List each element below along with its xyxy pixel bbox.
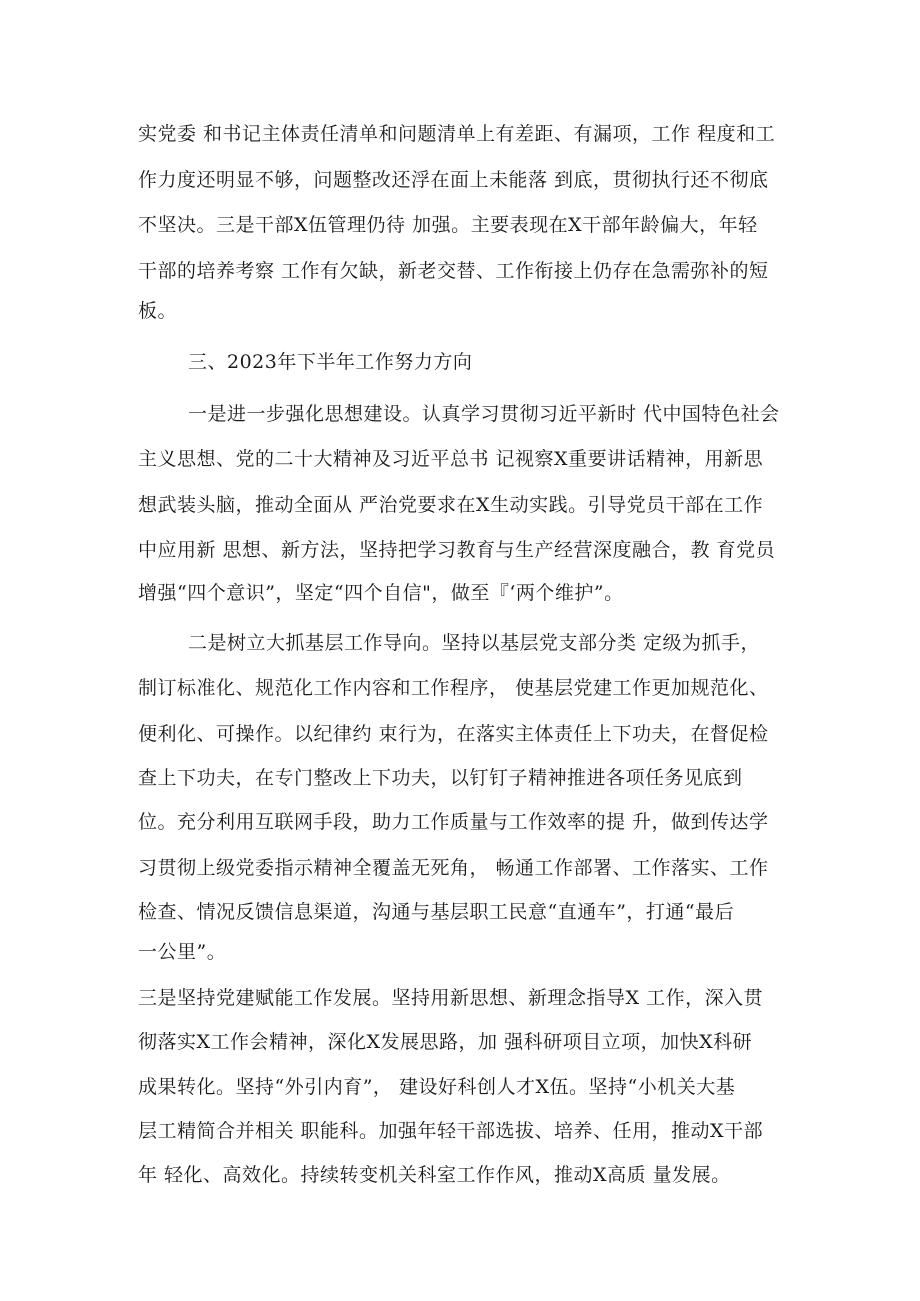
text-line: 检查、情况反馈信息渠道，沟通与基层职工民意“直通车”，打通“最后 (138, 901, 735, 923)
text-line: 中应用新 思想、新方法，坚持把学习教育与生产经营深度融合，教 育党员 (138, 539, 776, 561)
text-line: 板。 (138, 300, 178, 322)
text-line: 不坚决。三是干部X伍管理仍待 加强。主要表现在X干部年龄偏大，年轻 (138, 214, 758, 236)
text-line: 彻落实X工作会精神，深化X发展思路，加 强科研项目立项，加快X科研 (138, 1031, 753, 1053)
text-line: 一公里”。 (138, 941, 227, 963)
text-line: 位。充分利用互联网手段，助力工作质量与工作效率的提 升，做到传达学 (138, 811, 769, 833)
text-line: 作力度还明显不够，问题整改还浮在面上未能落 到底，贯彻执行还不彻底 (138, 169, 769, 191)
text-line: 主义思想、党的二十大精神及习近平总书 记视察X重要讲话精神，用新思 (138, 448, 764, 470)
text-line: 查上下功夫，在专门整改上下功夫，以钉钉子精神推进各项任务见底到 (138, 767, 743, 789)
text-line: 三是坚持党建赋能工作发展。坚持用新思想、新理念指导X 工作，深入贯 (138, 987, 764, 1009)
text-line: 想武装头脑，推动全面从 严治党要求在X生动实践。引导党员干部在工作 (138, 494, 764, 516)
text-line: 层工精简合并相关 职能科。加强年轻干部选拔、培养、任用，推动X干部 (138, 1120, 764, 1142)
section-heading: 三、2023年下半年工作努力方向 (188, 351, 473, 373)
text-line: 干部的培养考察 工作有欠缺，新老交替、工作衔接上仍存在急需弥补的短 (138, 260, 769, 282)
text-line: 成果转化。坚持“外引内育”， 建设好科创人才X伍。坚持“小机关大基 (138, 1076, 736, 1098)
text-line: 习贯彻上级党委指示精神全覆盖无死角， 畅通工作部署、工作落实、工作 (138, 857, 769, 879)
text-line: 增强“四个意识”，坚定“四个自信"，做至『‘两个维护”。 (138, 582, 624, 604)
text-line: 实党委 和书记主体责任清单和问题清单上有差距、有漏项，工作 程度和工 (138, 123, 776, 145)
text-line: 二是树立大抓基层工作导向。坚持以基层党支部分类 定级为抓手， (188, 632, 761, 654)
text-line: 年 轻化、高效化。持续转变机关科室工作作风，推动X高质 量发展。 (138, 1164, 731, 1186)
text-line: 一是进一步强化思想建设。认真学习贯彻习近平新时 代中国特色社会 (188, 403, 780, 425)
text-line: 便利化、可操作。以纪律约 束行为，在落实主体责任上下功夫，在督促检 (138, 723, 769, 745)
text-line: 制订标准化、规范化工作内容和工作程序， 使基层党建工作更加规范化、 (138, 677, 769, 699)
